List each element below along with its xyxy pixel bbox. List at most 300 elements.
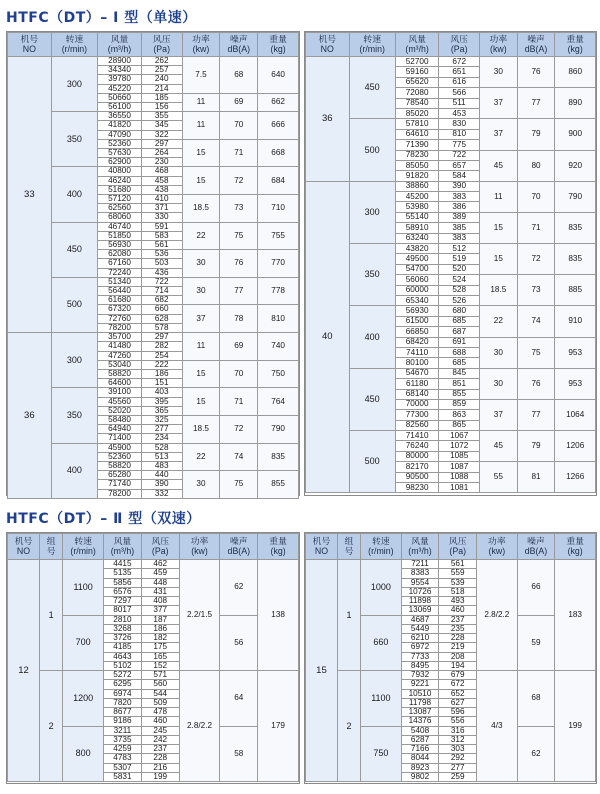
machine-no-cell: 36 [8,333,52,499]
pressure-cell: 672 [439,680,477,689]
airflow-cell: 54670 [395,368,439,378]
pressure-cell: 459 [141,569,179,578]
table-row [306,119,596,129]
header-cell: 噪声 dB(A) [517,33,555,57]
noise-cell: 81 [517,462,555,493]
pressure-cell: 1087 [439,462,480,472]
airflow-cell: 11798 [401,698,439,707]
pressure-cell: 845 [439,368,480,378]
header-cell: 转速 (r/min) [349,33,395,57]
pressure-cell: 583 [141,231,182,240]
table-row [8,560,299,569]
pressure-cell: 714 [141,287,182,296]
pressure-cell: 560 [141,680,179,689]
airflow-cell: 57630 [98,149,142,158]
pressure-cell: 483 [141,461,182,470]
pressure-cell: 222 [141,360,182,369]
airflow-cell: 8495 [401,661,439,670]
pressure-cell: 208 [439,652,477,661]
airflow-cell: 7932 [401,671,439,680]
power-cell: 30 [479,337,517,368]
weight-cell: 770 [258,250,299,278]
airflow-cell: 6576 [104,587,142,596]
airflow-cell: 46240 [98,176,142,185]
pressure-cell: 688 [439,347,480,357]
airflow-cell: 61680 [98,296,142,305]
pressure-cell: 503 [141,259,182,268]
header-cell: 机号 NO [8,33,52,57]
pressure-cell: 408 [141,597,179,606]
pressure-cell: 775 [439,140,480,150]
pressure-cell: 395 [141,397,182,406]
speed-cell: 400 [51,167,98,222]
airflow-cell: 80000 [395,451,439,461]
airflow-cell: 53980 [395,202,439,212]
airflow-cell: 8383 [401,569,439,578]
pressure-cell: 440 [141,471,182,480]
airflow-cell: 59160 [395,67,439,77]
weight-cell: 778 [258,277,299,305]
header-cell: 机号 NO [306,534,338,560]
pressure-cell: 386 [439,202,480,212]
airflow-cell: 58480 [98,415,142,424]
noise-cell: 80 [517,150,555,181]
noise-cell: 71 [517,212,555,243]
airflow-cell: 4185 [104,643,142,652]
header-cell: 噪声 dB(A) [220,33,258,57]
airflow-cell: 5408 [401,726,439,735]
airflow-cell: 4643 [104,652,142,661]
pressure-cell: 186 [141,624,179,633]
group-no-cell: 2 [40,671,63,782]
airflow-cell: 57120 [98,195,142,204]
pressure-cell: 245 [141,726,179,735]
table-row [8,443,299,452]
pressure-cell: 652 [439,689,477,698]
airflow-cell: 51850 [98,231,142,240]
airflow-cell: 5449 [401,624,439,633]
power-cell: 15 [479,244,517,275]
pressure-cell: 519 [439,254,480,264]
airflow-cell: 5272 [104,671,142,680]
double-speed-title: HTFC（DT）– Ⅱ 型（双速） [6,511,201,527]
airflow-cell: 28900 [98,57,142,66]
pressure-cell: 228 [141,754,179,763]
airflow-cell: 7166 [401,745,439,754]
airflow-cell: 5831 [104,772,142,781]
pressure-cell: 566 [439,88,480,98]
pressure-cell: 559 [439,569,477,578]
airflow-cell: 74110 [395,347,439,357]
pressure-cell: 682 [141,296,182,305]
pressure-cell: 297 [141,139,182,148]
pressure-cell: 185 [141,93,182,102]
weight-cell: 835 [555,244,596,275]
power-cell: 37 [182,305,220,333]
power-cell: 11 [182,93,220,111]
noise-cell: 72 [220,415,258,443]
airflow-cell: 77300 [395,410,439,420]
airflow-cell: 9186 [104,717,142,726]
pressure-cell: 685 [439,358,480,368]
speed-cell: 500 [51,277,98,332]
table-row [8,388,299,397]
table-row [306,560,596,569]
noise-cell: 75 [220,222,258,250]
speed-cell: 350 [51,112,98,167]
noise-cell: 77 [517,399,555,430]
noise-cell: 69 [220,93,258,111]
airflow-cell: 8923 [401,763,439,772]
weight-cell: 810 [258,305,299,333]
noise-cell: 70 [220,360,258,388]
pressure-cell: 175 [141,643,179,652]
airflow-cell: 57810 [395,119,439,129]
power-cell: 11 [182,333,220,361]
airflow-cell: 58910 [395,223,439,233]
airflow-cell: 64610 [395,129,439,139]
speed-cell: 300 [51,333,98,388]
airflow-cell: 51340 [98,277,142,286]
power-cell: 30 [182,471,220,499]
pressure-cell: 257 [141,66,182,75]
pressure-cell: 536 [141,250,182,259]
airflow-cell: 58820 [98,369,142,378]
pressure-cell: 199 [141,772,179,781]
weight-cell: 910 [555,306,596,337]
pressure-cell: 156 [141,103,182,112]
pressure-cell: 512 [439,244,480,254]
airflow-cell: 3735 [104,735,142,744]
noise-cell: 72 [517,244,555,275]
speed-cell: 350 [349,244,395,306]
airflow-cell: 8017 [104,606,142,615]
pressure-cell: 264 [141,149,182,158]
airflow-cell: 80100 [395,358,439,368]
weight-cell: 835 [555,212,596,243]
speed-cell: 300 [349,181,395,243]
airflow-cell: 6974 [104,689,142,698]
table-row [306,181,596,191]
power-cell: 37 [479,119,517,150]
weight-cell: 790 [258,415,299,443]
airflow-cell: 78200 [98,489,142,498]
pressure-cell: 578 [141,323,182,332]
single-speed-table-left [6,31,300,496]
power-cell: 15 [182,167,220,195]
noise-cell: 71 [220,388,258,416]
power-cell: 30 [182,250,220,278]
speed-cell: 1200 [63,671,104,727]
pressure-cell: 230 [141,158,182,167]
speed-cell: 1100 [361,671,402,727]
pressure-cell: 438 [141,185,182,194]
weight-cell: 890 [555,88,596,119]
pressure-cell: 462 [141,560,179,569]
airflow-cell: 62560 [98,204,142,213]
pressure-cell: 410 [141,195,182,204]
airflow-cell: 71410 [395,431,439,441]
pressure-cell: 240 [141,75,182,84]
airflow-cell: 50660 [98,93,142,102]
weight-cell: 183 [555,560,596,671]
machine-no-cell: 15 [306,560,338,782]
pressure-cell: 687 [439,327,480,337]
header-cell: 重量 (kg) [555,33,596,57]
weight-cell: 666 [258,112,299,140]
power-cell: 55 [479,462,517,493]
noise-cell: 75 [220,471,258,499]
weight-cell: 764 [258,388,299,416]
pressure-cell: 830 [439,119,480,129]
airflow-cell: 14376 [401,717,439,726]
header-cell: 风量 (m³/h) [395,33,439,57]
header-cell: 重量 (kg) [258,534,299,560]
airflow-cell: 62080 [98,250,142,259]
weight-cell: 953 [555,368,596,399]
header-cell: 噪声 dB(A) [220,534,258,560]
airflow-cell: 7211 [401,560,439,569]
noise-cell: 62 [220,560,258,616]
noise-cell: 76 [517,368,555,399]
speed-cell: 450 [349,368,395,430]
header-cell: 组 号 [40,534,63,560]
weight-cell: 1206 [555,431,596,462]
power-cell: 11 [182,112,220,140]
power-cell: 2.8/2.2 [179,671,220,782]
header-cell: 转速 (r/min) [63,534,104,560]
airflow-cell: 52360 [98,139,142,148]
pressure-cell: 544 [141,689,179,698]
noise-cell: 79 [517,431,555,462]
weight-cell: 790 [555,181,596,212]
airflow-cell: 45220 [98,84,142,93]
pressure-cell: 219 [439,643,477,652]
pressure-cell: 182 [141,634,179,643]
airflow-cell: 68140 [395,389,439,399]
pressure-cell: 513 [141,452,182,461]
power-cell: 45 [479,150,517,181]
weight-cell: 953 [555,337,596,368]
table-row [306,368,596,378]
header-cell: 功率 (kw) [182,33,220,57]
airflow-cell: 52700 [395,57,439,67]
power-cell: 2.8/2.2 [477,560,518,671]
airflow-cell: 45200 [395,192,439,202]
header-cell: 功率 (kw) [179,534,220,560]
airflow-cell: 70000 [395,399,439,409]
pressure-cell: 526 [439,295,480,305]
airflow-cell: 85020 [395,108,439,118]
weight-cell: 179 [258,671,299,782]
weight-cell: 668 [258,139,299,167]
weight-cell: 662 [258,93,299,111]
noise-cell: 72 [220,167,258,195]
table-row [8,57,299,66]
pressure-cell: 460 [141,717,179,726]
pressure-cell: 528 [141,443,182,452]
noise-cell: 79 [517,119,555,150]
airflow-cell: 34340 [98,66,142,75]
airflow-cell: 9554 [401,578,439,587]
pressure-cell: 371 [141,204,182,213]
pressure-cell: 242 [141,735,179,744]
pressure-cell: 628 [141,314,182,323]
header-cell: 组 号 [337,534,360,560]
power-cell: 18.5 [479,275,517,306]
pressure-cell: 691 [439,337,480,347]
airflow-cell: 91820 [395,171,439,181]
airflow-cell: 54700 [395,264,439,274]
header-cell: 风压 (Pa) [439,33,480,57]
airflow-cell: 65280 [98,471,142,480]
speed-cell: 750 [361,726,402,782]
table-row [8,167,299,176]
noise-cell: 64 [220,671,258,727]
airflow-cell: 62900 [98,158,142,167]
power-cell: 7.5 [182,57,220,94]
airflow-cell: 61500 [395,316,439,326]
header-cell: 转速 (r/min) [361,534,402,560]
group-no-cell: 2 [337,671,360,782]
speed-cell: 800 [63,726,104,782]
noise-cell: 77 [220,277,258,305]
pressure-cell: 651 [439,67,480,77]
airflow-cell: 4687 [401,615,439,624]
group-no-cell: 1 [337,560,360,671]
weight-cell: 138 [258,560,299,671]
pressure-cell: 152 [141,661,179,670]
pressure-cell: 1085 [439,451,480,461]
pressure-cell: 685 [439,316,480,326]
noise-cell: 69 [220,333,258,361]
weight-cell: 860 [555,57,596,88]
noise-cell: 62 [517,726,555,782]
pressure-cell: 859 [439,399,480,409]
pressure-cell: 627 [439,698,477,707]
power-cell: 37 [479,399,517,430]
weight-cell: 885 [555,275,596,306]
airflow-cell: 8677 [104,708,142,717]
pressure-cell: 591 [141,222,182,231]
pressure-cell: 322 [141,130,182,139]
airflow-cell: 64600 [98,379,142,388]
noise-cell: 74 [517,306,555,337]
power-cell: 22 [182,222,220,250]
speed-cell: 500 [349,119,395,181]
header-cell: 重量 (kg) [258,33,299,57]
airflow-cell: 9221 [401,680,439,689]
pressure-cell: 390 [141,480,182,489]
airflow-cell: 13087 [401,708,439,717]
pressure-cell: 1072 [439,441,480,451]
pressure-cell: 722 [141,277,182,286]
weight-cell: 710 [258,195,299,223]
pressure-cell: 855 [439,389,480,399]
table-row [306,306,596,316]
airflow-cell: 5102 [104,661,142,670]
noise-cell: 58 [220,726,258,782]
pressure-cell: 345 [141,121,182,130]
pressure-cell: 214 [141,84,182,93]
pressure-cell: 448 [141,578,179,587]
weight-cell: 684 [258,167,299,195]
weight-cell: 855 [258,471,299,499]
pressure-cell: 571 [141,671,179,680]
pressure-cell: 186 [141,369,182,378]
airflow-cell: 38860 [395,181,439,191]
pressure-cell: 165 [141,652,179,661]
noise-cell: 74 [220,443,258,471]
pressure-cell: 237 [141,745,179,754]
header-cell: 重量 (kg) [555,534,596,560]
power-cell: 15 [182,388,220,416]
airflow-cell: 41820 [98,121,142,130]
power-cell: 15 [479,212,517,243]
airflow-cell: 49500 [395,254,439,264]
airflow-cell: 5307 [104,763,142,772]
header-cell: 风量 (m³/h) [98,33,142,57]
pressure-cell: 389 [439,212,480,222]
airflow-cell: 40800 [98,167,142,176]
airflow-cell: 60000 [395,285,439,295]
pressure-cell: 234 [141,434,182,443]
pressure-cell: 556 [439,717,477,726]
header-cell: 功率 (kw) [479,33,517,57]
pressure-cell: 1067 [439,431,480,441]
airflow-cell: 3268 [104,624,142,633]
airflow-cell: 43820 [395,244,439,254]
single-speed-title: HTFC（DT）– Ⅰ 型（单速） [6,10,197,26]
pressure-cell: 237 [439,615,477,624]
airflow-cell: 90500 [395,472,439,482]
pressure-cell: 277 [141,425,182,434]
airflow-cell: 7820 [104,698,142,707]
pressure-cell: 377 [141,606,179,615]
airflow-cell: 13069 [401,606,439,615]
speed-cell: 450 [51,222,98,277]
airflow-cell: 82170 [395,462,439,472]
noise-cell: 73 [517,275,555,306]
pressure-cell: 383 [439,192,480,202]
weight-cell: 199 [555,671,596,782]
header-cell: 风压 (Pa) [141,33,182,57]
airflow-cell: 78200 [98,323,142,332]
airflow-cell: 71400 [98,434,142,443]
pressure-cell: 1081 [439,483,480,493]
speed-cell: 300 [51,57,98,112]
noise-cell: 71 [220,139,258,167]
weight-cell: 1266 [555,462,596,493]
airflow-cell: 56440 [98,287,142,296]
header-cell: 功率 (kw) [477,534,518,560]
pressure-cell: 722 [439,150,480,160]
airflow-cell: 4415 [104,560,142,569]
airflow-cell: 41480 [98,342,142,351]
speed-cell: 1100 [63,560,104,616]
noise-cell: 76 [517,57,555,88]
airflow-cell: 45900 [98,443,142,452]
airflow-cell: 39100 [98,388,142,397]
airflow-cell: 98230 [395,483,439,493]
pressure-cell: 194 [439,661,477,670]
power-cell: 37 [479,88,517,119]
power-cell: 15 [182,360,220,388]
airflow-cell: 8044 [401,754,439,763]
airflow-cell: 61180 [395,379,439,389]
pressure-cell: 865 [439,420,480,430]
pressure-cell: 493 [439,597,477,606]
